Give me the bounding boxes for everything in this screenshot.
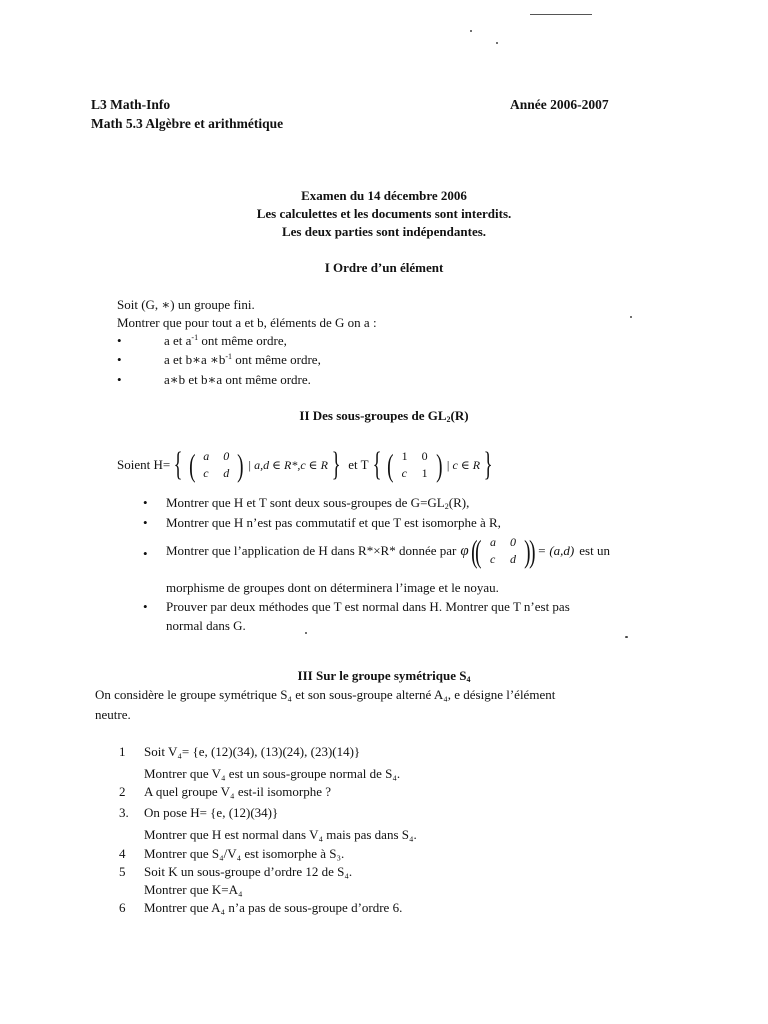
part3-item-number: 6 [119,900,126,915]
part3-item-number: 1 [119,744,126,759]
right-paren: ) [524,533,531,569]
scan-speck [625,636,628,638]
part2-definitions [117,442,496,488]
right-brace: } [331,446,341,483]
part3-item-number: 4 [119,846,126,861]
bullet-icon: • [143,546,148,561]
part3-item: Montrer que S₄/V₄ est isomorphe à S₃. [144,846,345,861]
part3-item: Montrer que V₄ est un sous-groupe normal de S₄. [144,766,401,781]
bullet-icon: • [143,599,148,614]
right-brace: } [483,446,493,483]
part3-item: Montrer que H est normal dans V₄ mais pas dans S₄. [144,827,417,842]
part3-item: Montrer que K=A₄ [144,882,243,897]
bullet-icon: • [117,372,122,387]
part2-q4: Prouver par deux méthodes que T est normal dans H. Montrer que T n’est pas [166,599,570,614]
left-brace: { [372,446,382,483]
matrix-h: a 0 c d [203,449,230,480]
h-condition: | a,d ∈ R*,c ∈ R [247,457,328,472]
part2-q3: Montrer que l’application de H dans R*×R* donnée par φ ( ( a 0 c d ) ) = (a,d) est un [166,533,610,569]
part2-q3-continued: morphisme de groupes dont on déterminera l’image et le noyau. [166,580,499,595]
part2-q4-continued: normal dans G. [166,618,246,633]
course-name: L3 Math-Info [91,97,171,112]
right-paren: ) [435,447,443,483]
part1-item-1: a et $a^{-1}$ ont même ordre, [164,333,287,348]
part3-item: Soit V₄= {e, (12)(34), (13)(24), (23)(14)} [144,744,361,759]
part3-item: On pose H= {e, (12)(34)} [144,805,279,820]
part1-intro: Soit (G, ∗) un groupe fini. [117,297,255,312]
part3-intro: On considère le groupe symétrique S₄ et son sous-groupe alterné A₄, e désigne l’élément [95,687,556,702]
part2-q2: Montrer que H n’est pas commutatif et que T est isomorphe à R, [166,515,501,530]
et-t-label: et T [348,457,369,472]
part2-title: II Des sous-groupes de $GL_2(R)$ [299,408,469,424]
scan-speck [496,42,498,44]
left-brace: { [173,446,183,483]
exam-rule-calculators: Les calculettes et les documents sont interdits. [256,206,512,221]
soient-label: Soient H= [117,457,171,472]
academic-year: Année 2006-2007 [510,97,609,112]
left-paren: ( [188,447,196,483]
scan-mark [530,14,592,15]
course-subject: Math 5.3 Algèbre et arithmétique [91,116,284,131]
phi-result: = (a,d) [537,543,575,558]
scan-speck [305,632,307,634]
part3-item-number: 2 [119,784,126,799]
exam-rule-independent: Les deux parties sont indépendantes. [281,224,487,239]
left-paren: ( [387,447,394,483]
right-paren: ) [237,447,244,483]
left-paren: ( [475,533,482,569]
scan-speck [470,30,472,32]
part1-title: I Ordre d’un élément [324,260,444,275]
t-condition: | c ∈ R [446,457,481,472]
exam-title: Examen du 14 décembre 2006 [301,188,467,203]
part3-item-number: 5 [119,864,126,879]
left-paren: ( [470,533,478,569]
matrix-t: 1 0 c 1 [401,449,428,480]
part3-item: Soit K un sous-groupe d’ordre 12 de S₄. [144,864,353,879]
right-paren: ) [528,533,536,569]
part1-question: Montrer que pour tout a et b, éléments de G on a : [117,315,377,330]
phi-symbol: φ [460,542,469,559]
bullet-icon: • [117,352,122,367]
part3-item-number: 3. [119,805,129,820]
bullet-icon: • [143,515,148,530]
part2-q1: Montrer que H et T sont deux sous-groupes de $G=GL_2(R)$, [166,495,470,511]
bullet-icon: • [143,495,148,510]
part3-title: III Sur le groupe symétrique $S_4$ [297,668,471,684]
bullet-icon: • [117,333,122,348]
part3-item: Montrer que A₄ n’a pas de sous-groupe d’ordre 6. [144,900,403,915]
scan-speck [630,316,632,318]
part1-item-2: a et b∗a $∗b^{-1}$ ont même ordre, [164,352,321,367]
part3-item: A quel groupe V₄ est-il isomorphe ? [144,784,331,799]
part3-intro-continued: neutre. [95,707,131,722]
part1-item-3: a∗b et b∗a ont même ordre. [164,372,311,387]
matrix-phi-arg: a 0 c d [490,535,516,566]
